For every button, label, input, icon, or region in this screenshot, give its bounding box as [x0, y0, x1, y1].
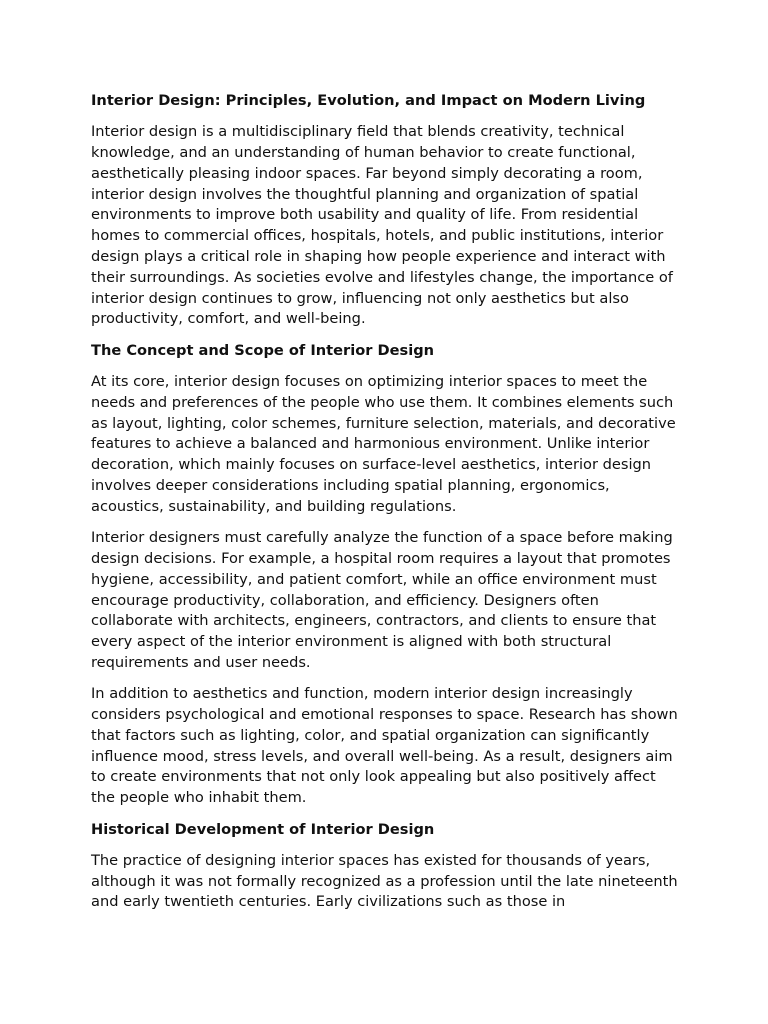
paragraph: At its core, interior design focuses on optimizing interior spaces to meet the needs and preferences of the people who use them. It combines elements such as layout, lighting, color schemes, furniture selection, materials, and decorative features to achieve a balanced and harmonious environment. Unlike interior decoration, which mainly focuses on surface-level aesthetics, interior design involves deeper considerations including spatial planning, ergonomics, acoustics, sustainability, and building regulations. — [91, 373, 676, 515]
document-page — [91, 91, 681, 924]
paragraph: The practice of designing interior spaces has existed for thousands of years, although it was not formally recognized as a profession until the late nineteenth and early twentieth centuries. Early civilizations such as those in — [91, 851, 678, 911]
paragraph: Interior designers must carefully analyze the function of a space before making design decisions. For example, a hospital room requires a layout that promotes hygiene, accessibility, and patient comfort, while an office environment must encourage productivity, collaboration, and efficiency. Designers often collaborate with architects, engineers, contractors, and clients to ensure that every aspect of the interior environment is aligned with both structural requirements and user needs. — [91, 529, 673, 671]
section-heading-concept-scope: The Concept and Scope of Interior Design — [91, 341, 435, 359]
section-heading-historical-development: Historical Development of Interior Design — [91, 820, 435, 838]
paragraph: In addition to aesthetics and function, modern interior design increasingly considers psychological and emotional responses to space. Research has shown that factors such as lighting, color, and spatial organization can significantly influence mood, stress levels, and overall well-being. As a result, designers aim to create environments that not only look appealing but also positively affect the people who inhabit them. — [91, 685, 678, 807]
intro-paragraph: Interior design is a multidisciplinary field that blends creativity, technical knowledge, and an understanding of human behavior to create functional, aesthetically pleasing indoor spaces. Far beyond simply decorating a room, interior design involves the thoughtful planning and organization of spatial environments to improve both usability and quality of life. From residential homes to commercial offices, hospitals, hotels, and public institutions, interior design plays a critical role in shaping how people experience and interact with their surroundings. As societies evolve and lifestyles change, the importance of interior design continues to grow, influencing not only aesthetics but also productivity, comfort, and well-being. — [91, 123, 673, 328]
document-title: Interior Design: Principles, Evolution, and Impact on Modern Living — [91, 92, 646, 109]
